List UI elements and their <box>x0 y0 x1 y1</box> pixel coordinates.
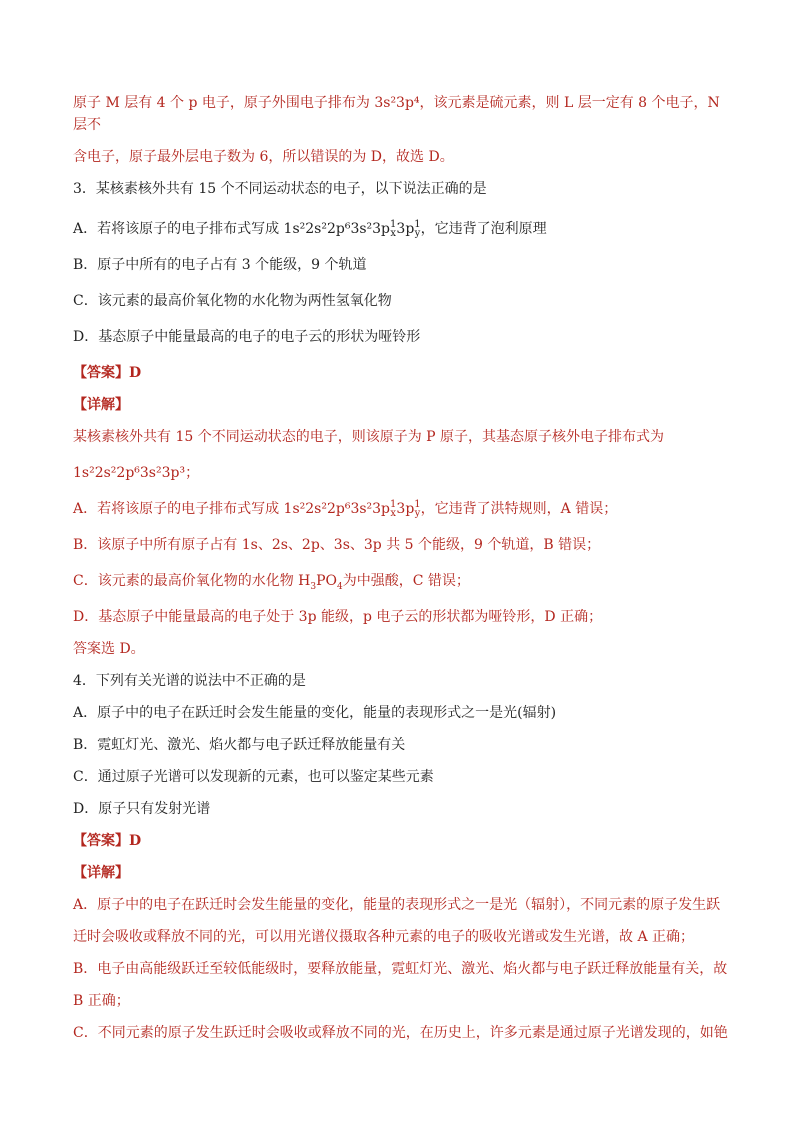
q3-explanation-d: D．基态原子中能量最高的电子处于 3p 能级，p 电子云的形状都为哑铃形，D 正确； <box>73 609 603 625</box>
q3-option-a-mid: 3p <box>396 221 415 237</box>
q3-explanation-c-prefix: C．该元素的最高价氧化物的水化物 H <box>73 573 311 589</box>
q2-explanation-line-1: 原子 M 层有 4 个 p 电子，原子外围电子排布为 3s²3p⁴，该元素是硫元素，则 L 层一定有 8 个电子，N 层不 <box>73 95 720 133</box>
q4-explanation-a-line-2: 迁时会吸收或释放不同的光，可以用光谱仪摄取各种元素的电子的吸收光谱或发生光谱，故 A 正确； <box>73 929 695 945</box>
q3-option-a-sub-y: y <box>414 228 421 239</box>
q3-option-c: C．该元素的最高价氧化物的水化物为两性氢氧化物 <box>73 293 392 309</box>
q4-option-c: C．通过原子光谱可以发现新的元素，也可以鉴定某些元素 <box>73 769 434 785</box>
q3-explanation-a-sub-y: y <box>414 508 421 519</box>
q3-conclusion: 答案选 D。 <box>73 641 145 657</box>
q3-explanation-a-sub-x: x <box>390 508 397 519</box>
q3-option-d: D．基态原子中能量最高的电子的电子云的形状为哑铃形 <box>73 329 421 345</box>
q4-explanation-a-line-1: A．原子中的电子在跃迁时会发生能量的变化，能量的表现形式之一是光（辐射），不同元素的原子发生跃 <box>73 897 721 913</box>
q3-explanation-c-mid: PO <box>316 573 338 589</box>
q4-explanation-b-line-1: B．电子由高能级跃迁至较低能级时，要释放能量，霓虹灯光、激光、焰火都与电子跃迁释放能量有关，故 <box>73 961 728 977</box>
q4-option-a: A．原子中的电子在跃迁时会发生能量的变化，能量的表现形式之一是光(辐射) <box>73 705 557 721</box>
q3-explanation-b: B．该原子中所有原子占有 1s、2s、2p、3s、3p 共 5 个能级，9 个轨道，B 错误； <box>73 537 601 553</box>
q3-option-a <box>73 218 728 240</box>
q3-explanation-c <box>73 570 728 592</box>
q3-explanation-a-suffix: ，它违背了洪特规则，A 错误； <box>420 501 618 517</box>
q4-option-d: D．原子只有发射光谱 <box>73 801 211 817</box>
q4-stem: 4．下列有关光谱的说法中不正确的是 <box>73 673 306 689</box>
q3-explanation-a-sup: 1 <box>390 499 397 510</box>
q3-option-a-suffix: ，它违背了泡利原理 <box>420 221 547 237</box>
q4-answer: 【答案】D <box>73 833 142 849</box>
q3-explanation-a <box>73 498 728 520</box>
q4-explanation-c-line-1: C．不同元素的原子发生跃迁时会吸收或释放不同的光，在历史上，许多元素是通过原子光谱发现的，如铯 <box>73 1025 728 1041</box>
q3-detail-tag: 【详解】 <box>73 397 129 413</box>
q3-explanation-a-sup-2: 1 <box>414 499 421 510</box>
q3-detail-intro: 某核素核外共有 15 个不同运动状态的电子，则该原子为 P 原子，其基态原子核外电子排布式为 <box>73 429 665 445</box>
q3-explanation-a-mid: 3p <box>396 501 415 517</box>
q4-explanation-b-line-2: B 正确； <box>73 993 130 1009</box>
q3-explanation-c-sub-3: 3 <box>310 581 317 592</box>
q3-option-a-sub-x: x <box>390 228 397 239</box>
q3-option-a-prefix: A．若将该原子的电子排布式写成 1s²2s²2p⁶3s²3p <box>73 221 391 237</box>
q3-explanation-c-suffix: 为中强酸，C 错误； <box>342 573 470 589</box>
q4-detail-tag: 【详解】 <box>73 865 129 881</box>
q3-explanation-c-sub-4: 4 <box>337 581 343 592</box>
q3-option-b: B．原子中所有的电子占有 3 个能级，9 个轨道 <box>73 257 367 273</box>
q3-explanation-a-prefix: A．若将该原子的电子排布式写成 1s²2s²2p⁶3s²3p <box>73 501 391 517</box>
q3-option-a-sup: 1 <box>390 219 397 230</box>
q2-explanation-line-2: 含电子，原子最外层电子数为 6，所以错误的为 D，故选 D。 <box>73 149 454 165</box>
q3-detail-config: 1s²2s²2p⁶3s²3p³； <box>73 465 200 481</box>
q3-option-a-sup-2: 1 <box>414 219 421 230</box>
q3-answer: 【答案】D <box>73 365 142 381</box>
q4-option-b: B．霓虹灯光、激光、焰火都与电子跃迁释放能量有关 <box>73 737 406 753</box>
q3-stem: 3．某核素核外共有 15 个不同运动状态的电子，以下说法正确的是 <box>73 181 487 197</box>
